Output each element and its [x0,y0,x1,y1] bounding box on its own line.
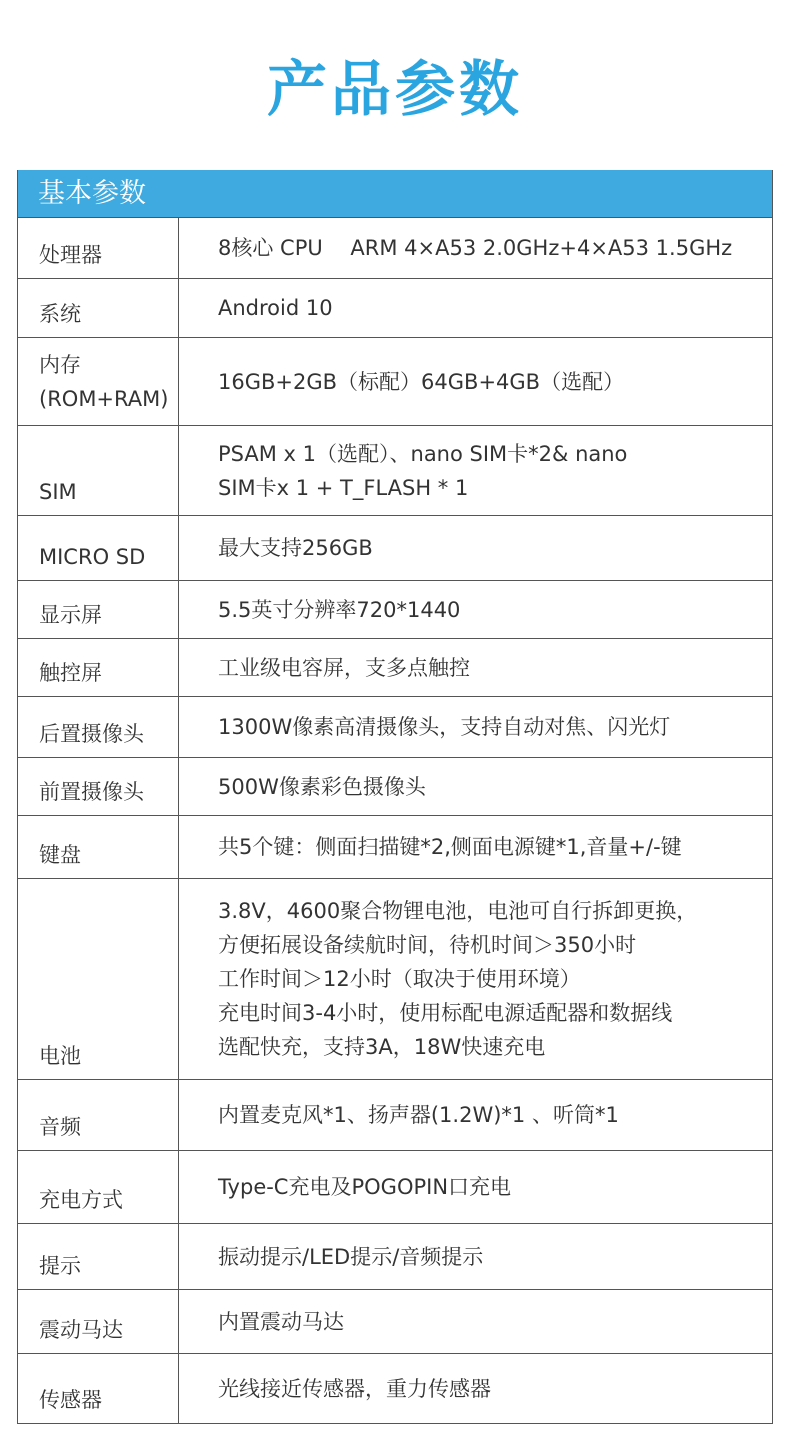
spec-label-text: MICRO SD [39,545,146,569]
spec-label [18,1080,179,1150]
spec-label [18,581,179,638]
spec-row [18,757,772,815]
spec-label [18,639,179,696]
spec-value-line: 1300W像素高清摄像头，支持自动对焦、闪光灯 [218,715,671,739]
spec-label-text: 前置摄像头 [39,780,144,804]
spec-value [179,338,772,425]
spec-value [179,697,772,757]
spec-label-text: 充电方式 [39,1188,123,1212]
spec-value-line: 3.8V，4600聚合物锂电池，电池可自行拆卸更换， [218,899,698,923]
spec-value-line: 500W像素彩色摄像头 [218,774,426,799]
spec-label [18,516,179,580]
spec-label-text: 震动马达 [39,1318,123,1342]
spec-value [179,639,772,696]
spec-label-text: 电池 [39,1044,81,1068]
spec-label-text: 提示 [39,1254,81,1278]
spec-value-line: 光线接近传感器，重力传感器 [218,1376,491,1401]
spec-value [179,426,772,515]
spec-value [179,1290,772,1353]
spec-value [179,581,772,638]
spec-value-line: 5.5英寸分辨率720*1440 [218,597,461,622]
spec-row [18,1150,772,1223]
spec-label-line: 内存 [39,352,81,377]
spec-label [18,1290,179,1353]
spec-label-text: 系统 [39,302,81,326]
spec-value-line: 8核心 CPU ARM 4×A53 2.0GHz+4×A53 1.5GHz [218,236,733,260]
spec-label-text: 显示屏 [39,603,102,627]
spec-label-text: 键盘 [39,843,81,867]
spec-label [18,1151,179,1223]
spec-value [179,1080,772,1150]
spec-label [18,426,179,515]
spec-label [18,1354,179,1423]
spec-row [18,638,772,696]
spec-row [18,425,772,515]
spec-value-line: 振动提示/LED提示/音频提示 [218,1244,484,1269]
spec-label-text: 传感器 [39,1388,102,1412]
spec-label-line: (ROM+RAM) [39,386,169,411]
spec-rows [18,217,772,1423]
spec-value [179,758,772,815]
spec-label [18,816,179,878]
page-title: 产品参数 [267,55,523,125]
spec-value [179,1354,772,1423]
spec-row [18,217,772,278]
spec-label-text: 触控屏 [39,661,102,685]
spec-label [18,279,179,337]
spec-row [18,1223,772,1289]
spec-row [18,1289,772,1353]
spec-row [18,815,772,878]
spec-value-line: Android 10 [218,296,333,320]
spec-row [18,1079,772,1150]
spec-value-line: 充电时间3-4小时，使用标配电源适配器和数据线 [218,1001,673,1025]
spec-value-line: 工作时间＞12小时（取决于使用环境） [218,967,581,991]
spec-label [18,879,179,1079]
spec-row [18,515,772,580]
spec-value [179,1224,772,1289]
spec-value [179,516,772,580]
spec-value [179,816,772,878]
spec-row [18,878,772,1079]
spec-label [18,758,179,815]
spec-value-line: 内置麦克风*1、扬声器(1.2W)*1 、听筒*1 [218,1103,619,1127]
spec-value [179,218,772,278]
spec-value-line: 选配快充，支持3A，18W快速充电 [218,1035,546,1059]
spec-row [18,337,772,425]
spec-label-text: 音频 [39,1115,81,1139]
spec-label-text: 处理器 [39,243,102,267]
spec-value-line: Type-C充电及POGOPIN口充电 [218,1175,512,1199]
spec-table [17,170,773,1424]
spec-value [179,279,772,337]
spec-label [18,1224,179,1289]
spec-label [18,697,179,757]
spec-value-line: 最大支持256GB [218,536,373,560]
spec-row [18,1353,772,1423]
spec-value-line: 工业级电容屏，支多点触控 [218,655,470,680]
spec-value-line: 共5个键：侧面扫描键*2,侧面电源键*1,音量+/-键 [218,835,682,859]
spec-label [18,218,179,278]
spec-value-line: 16GB+2GB（标配）64GB+4GB（选配） [218,369,625,394]
spec-value [179,1151,772,1223]
spec-label [18,338,179,425]
spec-row [18,580,772,638]
spec-row [18,278,772,337]
spec-value-line: 方便拓展设备续航时间，待机时间＞350小时 [218,933,637,957]
spec-value [179,879,772,1079]
spec-value-line: SIM卡x 1 + T_FLASH * 1 [218,475,469,500]
spec-value-line: 内置震动马达 [218,1309,344,1334]
spec-label-text: 后置摄像头 [39,722,144,746]
spec-label-text: SIM [39,480,77,504]
spec-value-line: PSAM x 1（选配）、nano SIM卡*2& nano [218,441,628,466]
spec-row [18,696,772,757]
section-header: 基本参数 [18,170,772,217]
